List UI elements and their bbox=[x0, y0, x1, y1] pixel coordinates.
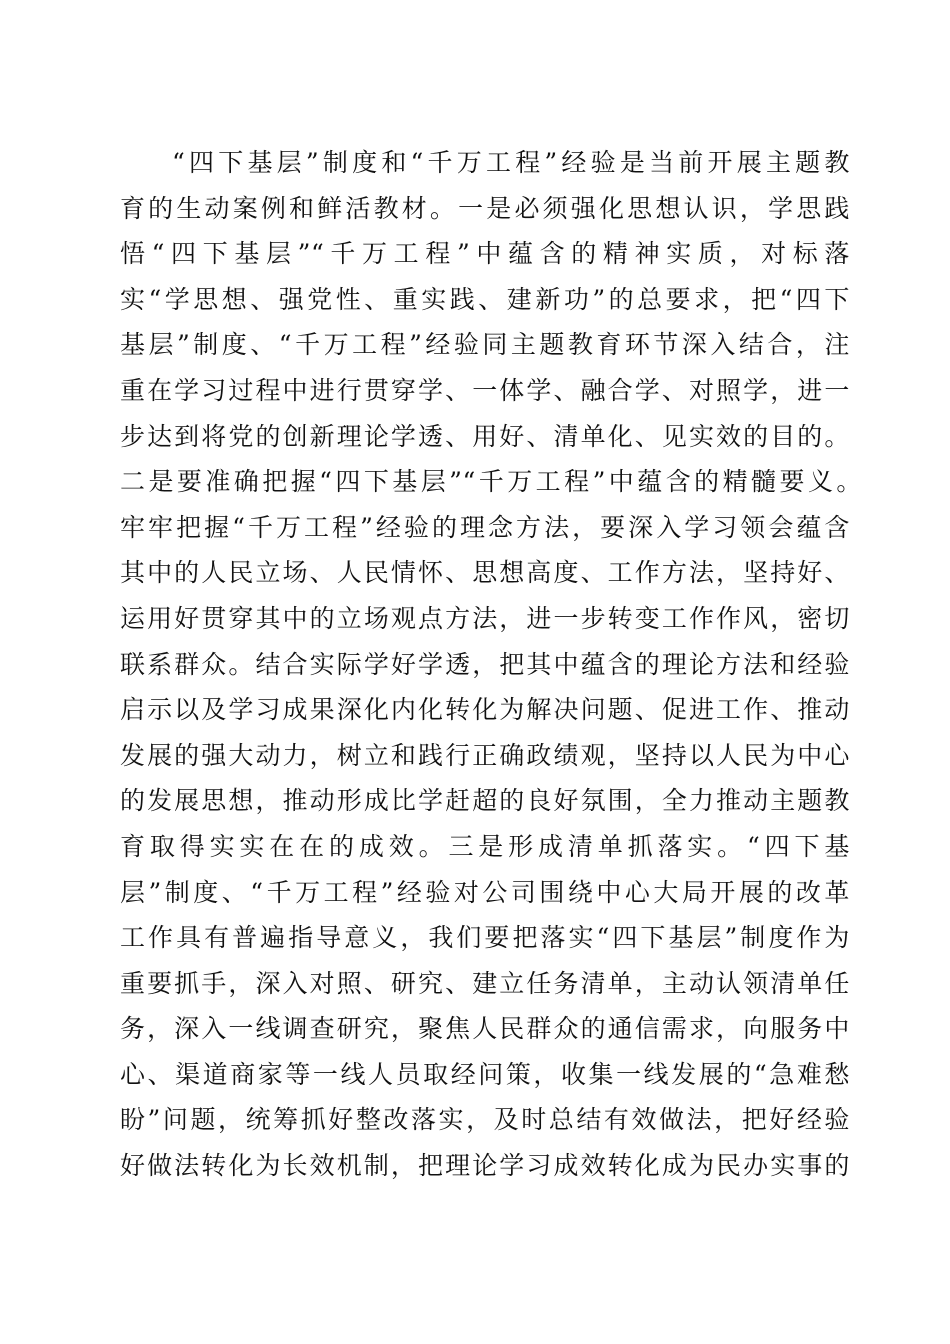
text-line: 运用好贯穿其中的立场观点方法，进一步转变工作作风，密切 bbox=[120, 603, 850, 633]
text-line: 基层”制度、“千万工程”经验同主题教育环节深入结合，注 bbox=[120, 330, 850, 360]
text-line: 启示以及学习成果深化内化转化为解决问题、促进工作、推动 bbox=[120, 695, 850, 725]
text-line: 务，深入一线调查研究，聚焦人民群众的通信需求，向服务中 bbox=[120, 1014, 850, 1044]
body-paragraph bbox=[120, 140, 862, 1189]
text-line: 悟“四下基层”“千万工程”中蕴含的精神实质，对标落 bbox=[120, 239, 850, 269]
text-line: 心、渠道商家等一线人员取经问策，收集一线发展的“急难愁 bbox=[120, 1059, 850, 1089]
text-line: 工作具有普遍指导意义，我们要把落实“四下基层”制度作为 bbox=[120, 923, 850, 953]
text-line: 二是要准确把握“四下基层”“千万工程”中蕴含的精髓要义。 bbox=[120, 467, 862, 497]
text-line: 其中的人民立场、人民情怀、思想高度、工作方法，坚持好、 bbox=[120, 558, 850, 588]
text-line: 的发展思想，推动形成比学赶超的良好氛围，全力推动主题教 bbox=[120, 786, 850, 816]
text-line: 重要抓手，深入对照、研究、建立任务清单，主动认领清单任 bbox=[120, 968, 850, 998]
text-line: 育的生动案例和鲜活教材。一是必须强化思想认识，学思践 bbox=[120, 193, 850, 223]
text-line: 重在学习过程中进行贯穿学、一体学、融合学、对照学，进一 bbox=[120, 375, 850, 405]
text-line: “四下基层”制度和“千万工程”经验是当前开展主题教 bbox=[172, 148, 850, 177]
text-line: 好做法转化为长效机制，把理论学习成效转化成为民办实事的 bbox=[120, 1151, 850, 1181]
text-line: 实“学思想、强党性、重实践、建新功”的总要求，把“四下 bbox=[120, 284, 850, 314]
text-line: 联系群众。结合实际学好学透，把其中蕴含的理论方法和经验 bbox=[120, 649, 850, 679]
text-line: 发展的强大动力，树立和践行正确政绩观，坚持以人民为中心 bbox=[120, 740, 850, 770]
text-line: 步达到将党的创新理论学透、用好、清单化、见实效的目的。 bbox=[120, 421, 850, 451]
text-line: 盼”问题，统筹抓好整改落实，及时总结有效做法，把好经验 bbox=[120, 1105, 850, 1135]
text-line: 层”制度、“千万工程”经验对公司围绕中心大局开展的改革 bbox=[120, 877, 850, 907]
text-line: 牢牢把握“千万工程”经验的理念方法，要深入学习领会蕴含 bbox=[120, 512, 850, 542]
text-line: 育取得实实在在的成效。三是形成清单抓落实。“四下基 bbox=[120, 831, 850, 861]
